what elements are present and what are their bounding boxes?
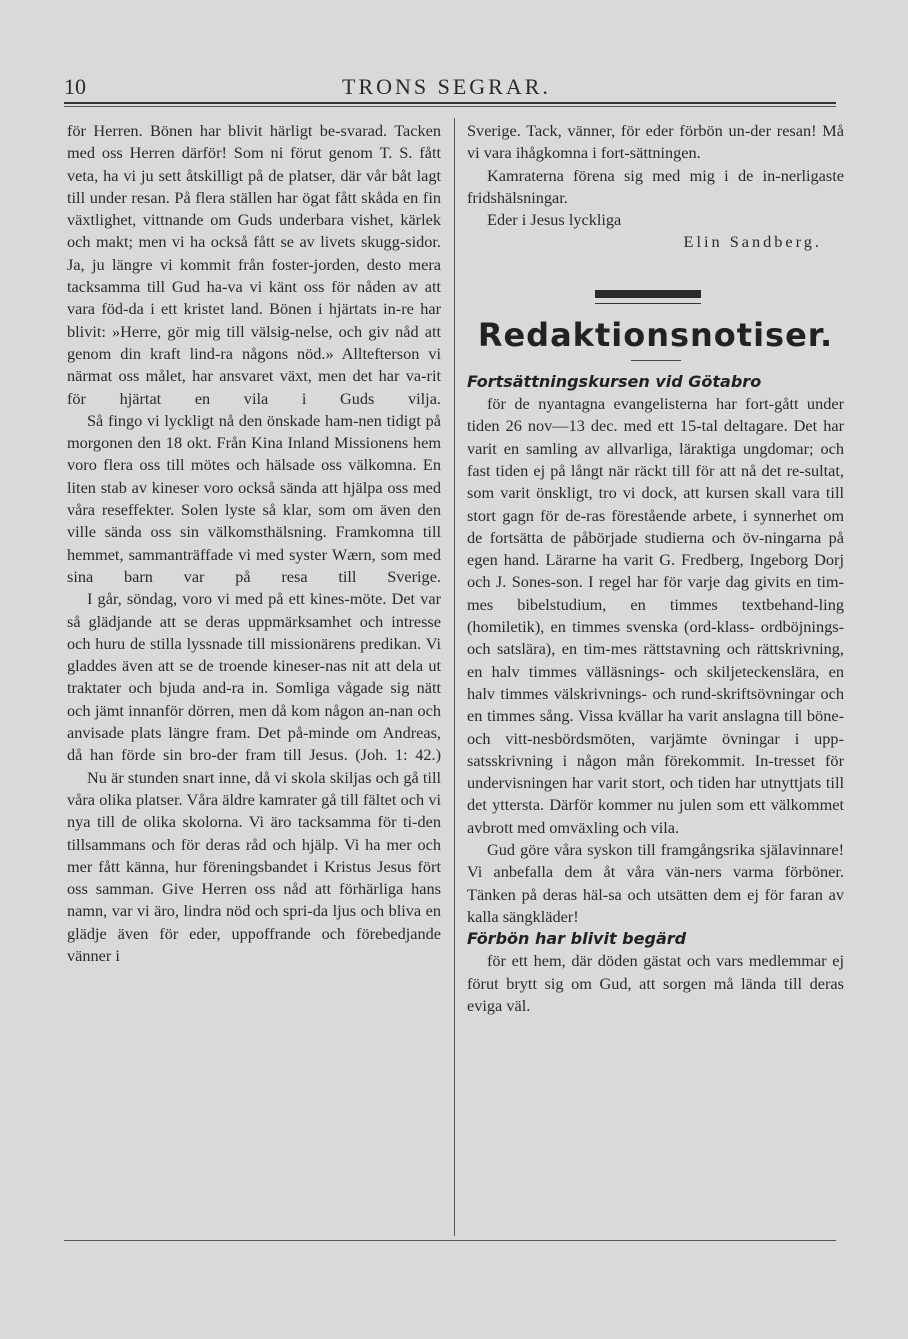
column-divider (454, 118, 455, 1236)
section-title: Redaktionsnotiser. (477, 315, 834, 354)
paragraph: I går, söndag, voro vi med på ett kines-möte. Det var så glädjande att se deras uppmärksamhet och intresse och huru de stilla lyssnade till missionärens predikan. Vi gladdes även att se de troende kineser-nas nit att dela ut traktater och bjuda and-ra in. Somliga vågade sig nätt och jämt innanför dörren, men då kom någon an-nan och anvisade plats längre fram. Det på-minde om Andreas, då han förde sin bro-der fram till Jesus. (Joh. 1: 42.) (67, 589, 441, 765)
running-title: TRONS SEGRAR. (342, 74, 551, 99)
header-rule-thin (64, 106, 836, 107)
notice-heading: Förbön har blivit begärd (467, 929, 687, 949)
title-underline (631, 360, 681, 361)
right-column (467, 120, 844, 1017)
header-rule-thick (64, 102, 836, 104)
letter-greeting: Kamraterna förena sig med mig i de in-nerligaste fridshälsningar. (467, 165, 844, 207)
bottom-rule (64, 1240, 836, 1241)
left-column (67, 120, 441, 967)
paragraph: Nu är stunden snart inne, då vi skola skiljas och gå till våra olika platser. Våra äldre kamrater gå till fältet och vi nya till de olika skolorna. Vi äro tacksamma för ti-den tillsammans och för deras råd och hjälp. Vi ha mer och mer fått känna, hur föreningsbandet i Kristus Jesus fört oss samman. Give Herren oss nåd att förhärliga hans namn, var vi äro, lindra nöd och spri-da ljus och bliva en glädje även för eder, uppoffrande och förebedjande vänner i (67, 767, 441, 965)
letter-signature: Elin Sandberg. (683, 232, 822, 252)
letter-end: Sverige. Tack, vänner, för eder förbön un-der resan! Må vi vara ihågkomna i fort-sättningen. (467, 121, 844, 163)
notice-paragraph: för ett hem, där döden gästat och vars medlemmar ej förut brytt sig om Gud, att sorgen må lända till deras eviga väl. (467, 951, 844, 1015)
notice-heading: Fortsättningskursen vid Götabro (467, 372, 762, 392)
page-header (64, 72, 836, 102)
letter-closing: Eder i Jesus lyckliga (487, 210, 622, 230)
paragraph: för Herren. Bönen har blivit härligt be-svarad. Tacken med oss Herren därför! Som ni förut genom T. S. fått veta, ha vi ju sett åtskilligt på de platser, där vår båt lagt till under resan. På flera ställen har ögat fått skåda en fin växtlighet, vittnande om Guds underbara vishet, kärlek och makt; men vi ha också fått se av livets skugg-sidor. Ja, ju längre vi kommit från foster-jorden, desto mera tacksamma till Gud ha-va vi känt oss för nåden av att vara föd-da i ett kristet land. Bönen i hjärtats in-re har blivit: »Herre, gör mig till välsig-nelse, och giv nåd att genom din kraft lind-ra någons nöd.» Alltefterson vi närmat oss målet, har ansvaret växt, men det har va-rit för hjärtat en vila i Guds vilja. (67, 121, 441, 408)
notice-paragraph: Gud göre våra syskon till framgångsrika själavinnare! Vi anbefalla dem åt våra vän-ners varma förböner. Tänken på deras häl-sa och utsätten dem ej för faran av kalla sängkläder! (467, 840, 844, 926)
page-number: 10 (64, 74, 86, 99)
paragraph: Så fingo vi lyckligt nå den önskade ham-nen tidigt på morgonen den 18 okt. Från Kina Inland Missionens hem voro flera oss till mötes och hälsade oss välkomna. En liten stab av kineser voro också sända att hjälpa oss med våra reseffekter. Solen lyste så klar, som om även den ville sända oss sin välkomsthälsning. Framkomna till hemmet, sammanträffade vi med syster Wærn, som med sina barn var på resa till Sverige. (67, 410, 441, 586)
notice-paragraph: för de nyantagna evangelisterna har fort-gått under tiden 26 nov—13 dec. med ett 15-tal deltagare. Det har varit en samling av allvarliga, läraktiga ungdomar; och fast tiden ej på långt när räckt till för att nå det re-sultat, som varit önskligt, tro vi dock, att kursen skall vara till stort gagn för de-ras förestående arbete, i synnerhet om de fortsätta de påbörjade studierna och öv-ningarna på egen hand. Lärarne ha varit G. Fredberg, Ingeborg Dorj och J. Sones-son. I regel har för varje dag givits en tim-mes bibelstudium, en timmes textbehand-ling (homiletik), en timmes svenska (ord-klass- ordböjnings- och satslära), en tim-mes rättstavning och rättskrivning, en halv timmes välläsnings- och skiljeteckenslära, en halv timmes välskrivnings- och rund-skriftsövningar och en timmes sång. Vissa kvällar ha varit anslagna till böne- och vitt-nesbördsmöten, varjämte övningar i upp-satsskrivning i någon mån förekommit. In-tresset för undervisningen har varit stort, och tiden har utnyttjats till det yttersta. Därför kommer nu julen som ett välkommet avbrott med omväxling och vila. (467, 394, 844, 837)
ornament-line (595, 303, 701, 304)
ornament-bar (595, 290, 701, 298)
section-ornament (467, 290, 844, 314)
